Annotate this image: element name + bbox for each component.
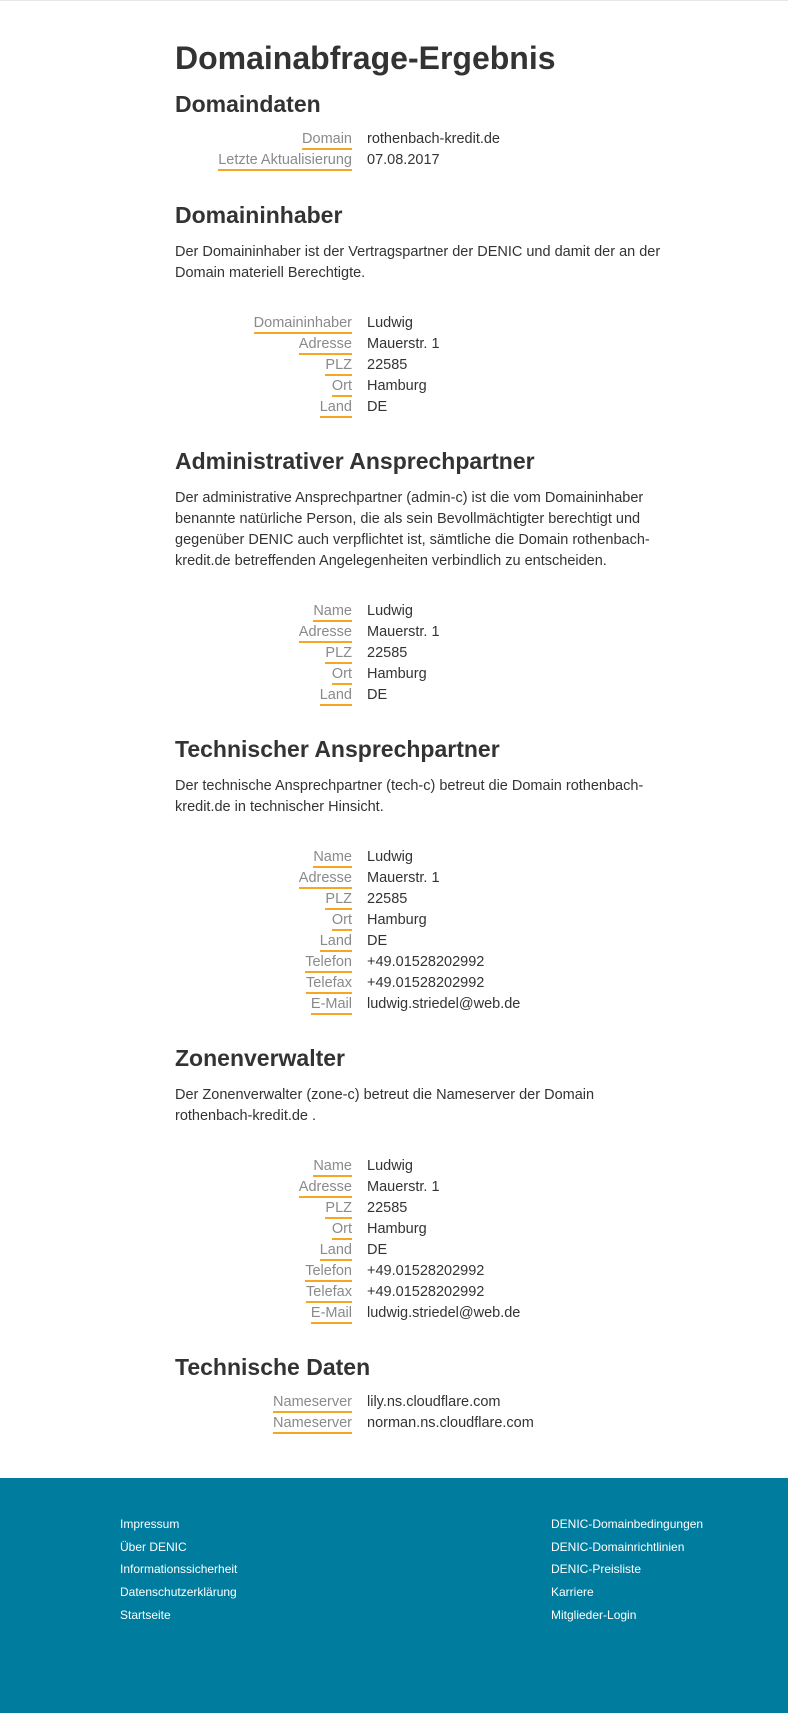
section-description: Der Domaininhaber ist der Vertragspartner der DENIC und damit der an der Domain materiell Berechtigte. [175, 244, 661, 281]
data-row [175, 1221, 665, 1242]
data-row [175, 603, 665, 624]
data-row [175, 666, 665, 687]
field-label: Domain [302, 131, 352, 150]
field-label: Land [320, 399, 352, 418]
data-row [175, 996, 665, 1017]
field-value: Ludwig [367, 1158, 413, 1174]
section-zone-c [175, 1045, 665, 1326]
field-value: Hamburg [367, 1221, 427, 1237]
field-value: Hamburg [367, 378, 427, 394]
section-admin-c [175, 448, 665, 708]
field-value: Mauerstr. 1 [367, 870, 440, 886]
field-label: Ort [332, 666, 352, 685]
data-row [175, 954, 665, 975]
data-row [175, 645, 665, 666]
field-value: 07.08.2017 [367, 152, 440, 168]
page-title: Domainabfrage-Ergebnis [175, 40, 556, 76]
data-row [175, 975, 665, 996]
data-row [175, 1200, 665, 1221]
field-label: Telefon [305, 1263, 352, 1282]
section-domaindaten [175, 91, 665, 173]
field-value: Ludwig [367, 603, 413, 619]
data-row [175, 1242, 665, 1263]
field-value: +49.01528202992 [367, 1263, 485, 1279]
data-row [175, 1158, 665, 1179]
field-label: PLZ [325, 645, 352, 664]
data-row [175, 933, 665, 954]
section-description: Der technische Ansprechpartner (tech-c) betreut die Domain rothenbach-kredit.de in technischer Hinsicht. [175, 778, 644, 815]
data-row [175, 912, 665, 933]
field-label: Nameserver [273, 1415, 352, 1434]
top-divider [0, 0, 788, 1]
field-value: 22585 [367, 891, 408, 907]
field-value: Ludwig [367, 315, 413, 331]
data-row [175, 849, 665, 870]
field-value: Mauerstr. 1 [367, 624, 440, 640]
field-value: DE [367, 1242, 388, 1258]
techdaten-rows [175, 1394, 665, 1436]
field-value: DE [367, 399, 388, 415]
field-value: Ludwig [367, 849, 413, 865]
data-row [175, 131, 665, 152]
field-value: rothenbach-kredit.de [367, 131, 500, 147]
field-label: E-Mail [311, 996, 352, 1015]
data-row [175, 315, 665, 336]
field-value: Mauerstr. 1 [367, 1179, 440, 1195]
footer-link-datenschutz[interactable]: Datenschutzerklärung [120, 1585, 237, 1600]
data-row [175, 891, 665, 912]
field-label: Name [313, 603, 352, 622]
field-value: +49.01528202992 [367, 1284, 485, 1300]
section-description: Der Zonenverwalter (zone-c) betreut die Nameserver der Domain rothenbach-kredit.de . [175, 1087, 595, 1124]
field-label: PLZ [325, 891, 352, 910]
field-label: Adresse [299, 1179, 352, 1198]
footer-link-karriere[interactable]: Karriere [551, 1585, 594, 1600]
field-label: Nameserver [273, 1394, 352, 1413]
field-value: lily.ns.cloudflare.com [367, 1394, 501, 1410]
footer-link-mitglieder-login[interactable]: Mitglieder-Login [551, 1607, 637, 1622]
data-row [175, 1284, 665, 1305]
field-value: ludwig.striedel@web.de [367, 1305, 521, 1321]
field-label: Adresse [299, 624, 352, 643]
field-label: Ort [332, 378, 352, 397]
domaininhaber-rows [175, 315, 665, 420]
section-description: Der administrative Ansprechpartner (admin-c) ist die vom Domaininhaber benannte natürliche Person, die als sein Bevollmächtigter berechtigt und gegenüber DENIC auch verpflichtet ist, sämtliche die Domain rothenbach-kredit.de betreffenden Angelegenheiten verbindlich zu entscheiden. [175, 490, 650, 569]
section-domaininhaber [175, 202, 665, 420]
field-label: Domaininhaber [254, 315, 352, 334]
field-value: 22585 [367, 357, 408, 373]
data-row [175, 1179, 665, 1200]
field-value: Hamburg [367, 666, 427, 682]
site-footer [0, 1478, 788, 1713]
section-heading: Administrativer Ansprechpartner [175, 448, 535, 474]
field-label: Adresse [299, 870, 352, 889]
footer-link-domainbedingungen[interactable]: DENIC-Domainbedingungen [551, 1517, 704, 1531]
data-row [175, 336, 665, 357]
section-heading: Domaindaten [175, 91, 321, 117]
field-label: Letzte Aktualisierung [218, 152, 352, 171]
footer-link-domainrichtlinien[interactable]: DENIC-Domainrichtlinien [551, 1539, 685, 1554]
domaindaten-rows [175, 131, 665, 173]
field-label: Name [313, 1158, 352, 1177]
field-label: Ort [332, 1221, 352, 1240]
data-row [175, 870, 665, 891]
field-label: PLZ [325, 1200, 352, 1219]
tech-rows [175, 849, 665, 1017]
footer-link-impressum[interactable]: Impressum [120, 1517, 180, 1531]
zone-rows [175, 1158, 665, 1326]
field-value: 22585 [367, 645, 408, 661]
field-label: Land [320, 1242, 352, 1261]
field-label: PLZ [325, 357, 352, 376]
field-value: Mauerstr. 1 [367, 336, 440, 352]
footer-link-preisliste[interactable]: DENIC-Preisliste [551, 1562, 642, 1577]
field-value: DE [367, 933, 388, 949]
field-value: +49.01528202992 [367, 954, 485, 970]
field-value: +49.01528202992 [367, 975, 485, 991]
field-label: Name [313, 849, 352, 868]
field-value: ludwig.striedel@web.de [367, 996, 521, 1012]
data-row [175, 152, 665, 173]
field-label: Ort [332, 912, 352, 931]
data-row [175, 357, 665, 378]
field-label: Adresse [299, 336, 352, 355]
footer-links-left [120, 1513, 237, 1626]
section-heading: Domaininhaber [175, 202, 343, 228]
footer-link-informationssicherheit[interactable]: Informationssicherheit [120, 1562, 238, 1577]
admin-rows [175, 603, 665, 708]
section-heading: Technischer Ansprechpartner [175, 736, 500, 762]
field-value: DE [367, 687, 388, 703]
field-value: Hamburg [367, 912, 427, 928]
data-row [175, 399, 665, 420]
data-row [175, 378, 665, 399]
data-row [175, 1263, 665, 1284]
field-label: Telefax [306, 1284, 352, 1303]
footer-links-right [551, 1513, 703, 1626]
field-label: Land [320, 687, 352, 706]
footer-link-startseite[interactable]: Startseite [120, 1607, 171, 1622]
data-row [175, 687, 665, 708]
field-label: E-Mail [311, 1305, 352, 1324]
data-row [175, 624, 665, 645]
footer-link-ueber-denic[interactable]: Über DENIC [120, 1539, 187, 1554]
field-label: Land [320, 933, 352, 952]
section-heading: Technische Daten [175, 1354, 371, 1380]
section-tech-c [175, 736, 665, 1017]
field-value: 22585 [367, 1200, 408, 1216]
data-row [175, 1394, 665, 1415]
field-label: Telefon [305, 954, 352, 973]
field-label: Telefax [306, 975, 352, 994]
field-value: norman.ns.cloudflare.com [367, 1415, 534, 1431]
section-heading: Zonenverwalter [175, 1045, 345, 1071]
section-technische-daten [175, 1354, 665, 1436]
data-row [175, 1415, 665, 1436]
data-row [175, 1305, 665, 1326]
